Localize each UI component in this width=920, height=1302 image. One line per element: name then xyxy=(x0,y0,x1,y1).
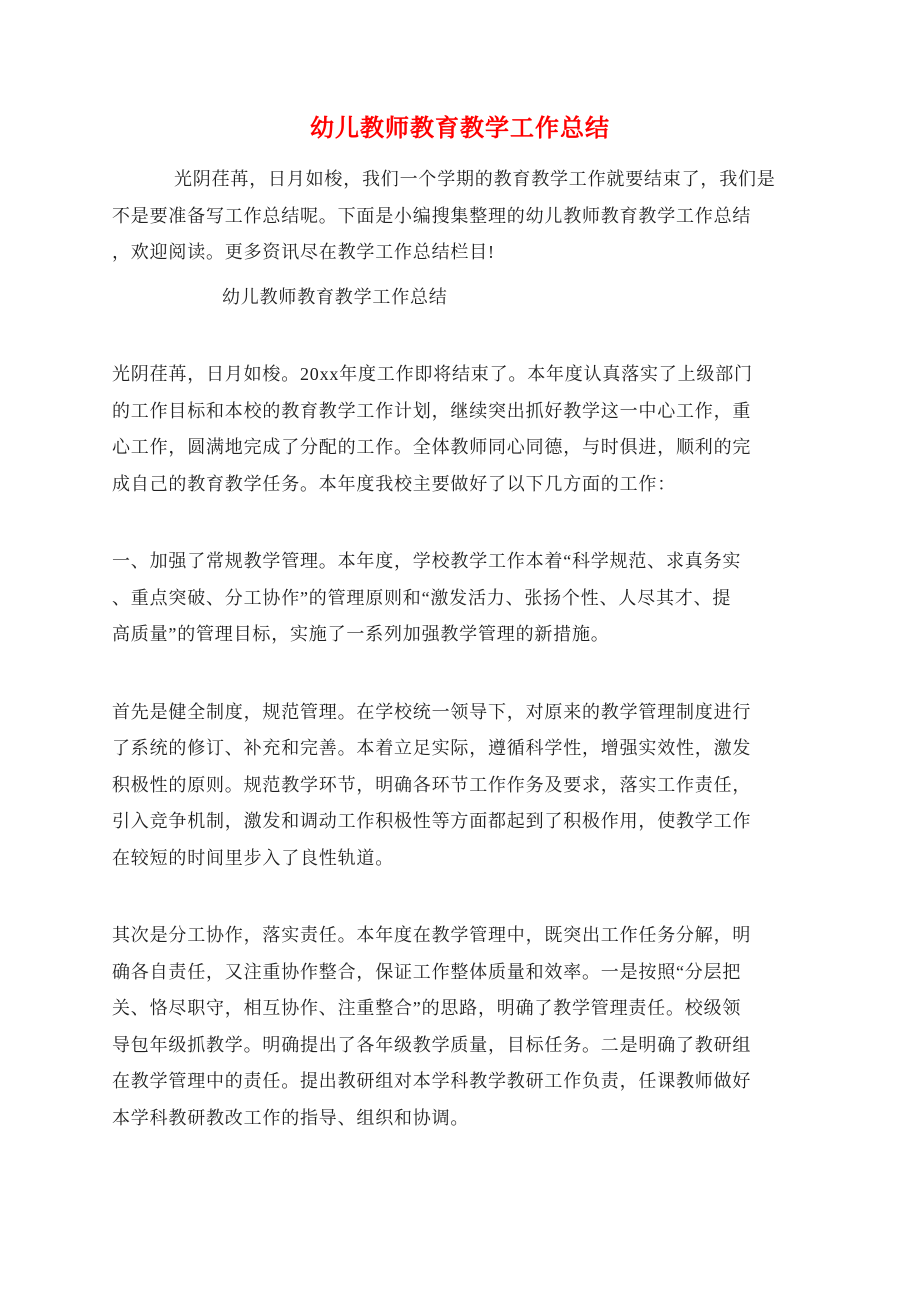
text-line: 心工作，圆满地完成了分配的工作。全体教师同心同德，与时俱进，顺利的完 xyxy=(112,437,752,457)
text-line: 导包年级抓教学。明确提出了各年级教学质量，目标任务。二是明确了教研组 xyxy=(112,1034,752,1055)
text-line: 成自己的教育教学任务。本年度我校主要做好了以下几方面的工作： xyxy=(112,473,676,494)
text-line: 在教学管理中的责任。提出教研组对本学科教学教研工作负责，任课教师做好 xyxy=(112,1071,752,1091)
document-body xyxy=(112,161,808,1136)
text-line: 确各自责任，又注重协作整合，保证工作整体质量和效率。一是按照“分层把 xyxy=(112,961,742,982)
text-line: 光阴荏苒，日月如梭，我们一个学期的教育教学工作就要结束了，我们是 xyxy=(174,169,776,189)
text-line: 光阴荏苒，日月如梭。20xx年度工作即将结束了。本年度认真落实了上级部门 xyxy=(112,364,753,384)
text-line: 积极性的原则。规范教学环节，明确各环节工作作务及要求，落实工作责任， xyxy=(112,774,752,795)
text-line: 、重点突破、分工协作”的管理原则和“激发活力、张扬个性、人尽其才、提 xyxy=(112,587,732,608)
document-title: 幼儿教师教育教学工作总结 xyxy=(310,115,610,142)
text-line: 幼儿教师教育教学工作总结 xyxy=(222,286,448,307)
paragraph xyxy=(112,279,808,316)
text-line: 不是要准备写工作总结呢。下面是小编搜集整理的幼儿教师教育教学工作总结 xyxy=(112,205,752,226)
paragraph xyxy=(112,917,808,1136)
text-line: 其次是分工协作，落实责任。本年度在教学管理中，既突出工作任务分解，明 xyxy=(112,925,752,945)
text-line: 了系统的修订、补充和完善。本着立足实际，遵循科学性，增强实效性，激发 xyxy=(112,738,752,758)
text-line: 本学科教研教改工作的指导、组织和协调。 xyxy=(112,1107,470,1128)
text-line: 关、恪尽职守，相互协作、注重整合”的思路，明确了教学管理责任。校级领 xyxy=(112,998,742,1018)
text-line: 一、加强了常规教学管理。本年度，学校教学工作本着“科学规范、求真务实 xyxy=(112,551,742,571)
paragraph xyxy=(112,694,808,877)
text-line: 首先是健全制度，规范管理。在学校统一领导下，对原来的教学管理制度进行 xyxy=(112,701,752,722)
document-content xyxy=(0,112,920,1136)
text-line: 在较短的时间里步入了良性轨道。 xyxy=(112,847,394,868)
text-line: ，欢迎阅读。更多资讯尽在教学工作总结栏目! xyxy=(112,242,495,262)
paragraph xyxy=(112,356,808,502)
text-line: 引入竞争机制，激发和调动工作积极性等方面都起到了积极作用，使教学工作 xyxy=(112,811,752,831)
paragraph xyxy=(112,161,808,271)
paragraph xyxy=(112,543,808,653)
text-line: 高质量”的管理目标，实施了一系列加强教学管理的新措施。 xyxy=(112,624,610,644)
text-line: 的工作目标和本校的教育教学工作计划，继续突出抓好教学这一中心工作，重 xyxy=(112,400,752,421)
